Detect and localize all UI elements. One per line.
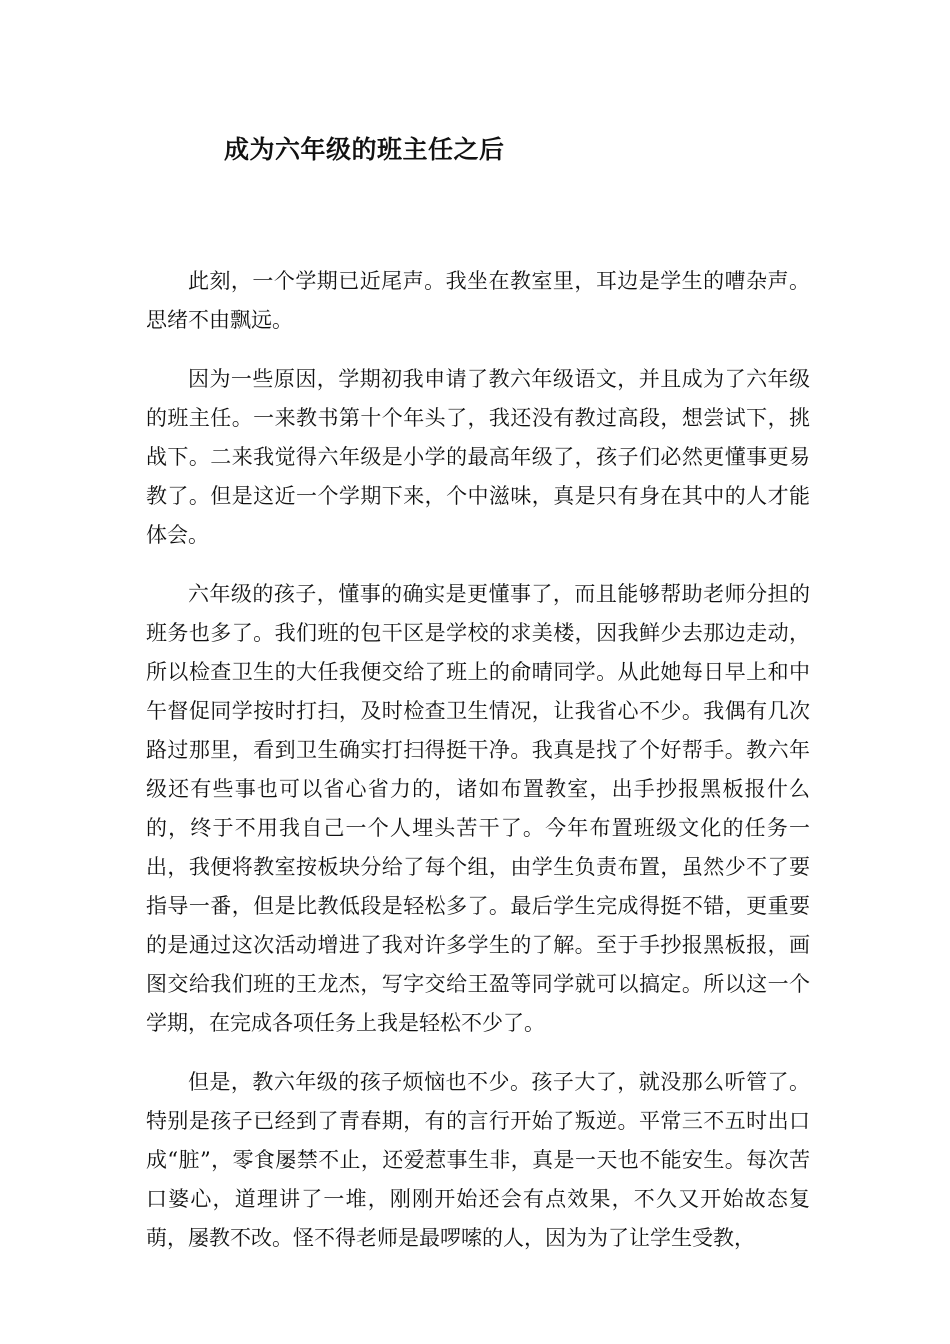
paragraph-2: 因为一些原因，学期初我申请了教六年级语文，并且成为了六年级的班主任。一来教书第十个年头了，我还没有教过高段，想尝试下，挑战下。二来我觉得六年级是小学的最高年级了，孩子们必然更懂事更易教了。但是这近一个学期下来，个中滋味，真是只有身在其中的人才能体会。 <box>146 367 810 547</box>
paragraph-1: 此刻，一个学期已近尾声。我坐在教室里，耳边是学生的嘈杂声。思绪不由飘远。 <box>146 269 810 332</box>
document-body <box>146 262 810 1278</box>
paragraph-3: 六年级的孩子，懂事的确实是更懂事了，而且能够帮助老师分担的班务也多了。我们班的包干区是学校的求美楼，因我鲜少去那边走动，所以检查卫生的大任我便交给了班上的俞晴同学。从此她每日早上和中午督促同学按时打扫，及时检查卫生情况，让我省心不少。我偶有几次路过那里，看到卫生确实打扫得挺干净。我真是找了个好帮手。教六年级还有些事也可以省心省力的，诸如布置教室，出手抄报黑板报什么的，终于不用我自己一个人埋头苦干了。今年布置班级文化的任务一出，我便将教室按板块分给了每个组，由学生负责布置，虽然少不了要指导一番，但是比教低段是轻松多了。最后学生完成得挺不错，更重要的是通过这次活动增进了我对许多学生的了解。至于手抄报黑板报，画图交给我们班的王龙杰，写字交给王盈等同学就可以搞定。所以这一个学期，在完成各项任务上我是轻松不少了。 <box>146 582 810 1035</box>
document-title: 成为六年级的班主任之后 <box>224 135 505 164</box>
paragraph-4: 但是，教六年级的孩子烦恼也不少。孩子大了，就没那么听管了。特别是孩子已经到了青春期，有的言行开始了叛逆。平常三不五时出口成“脏”，零食屡禁不止，还爱惹事生非，真是一天也不能安生。每次苦口婆心，道理讲了一堆，刚刚开始还会有点效果，不久又开始故态复萌，屡教不改。怪不得老师是最啰嗦的人，因为为了让学生受教， <box>146 1070 810 1250</box>
